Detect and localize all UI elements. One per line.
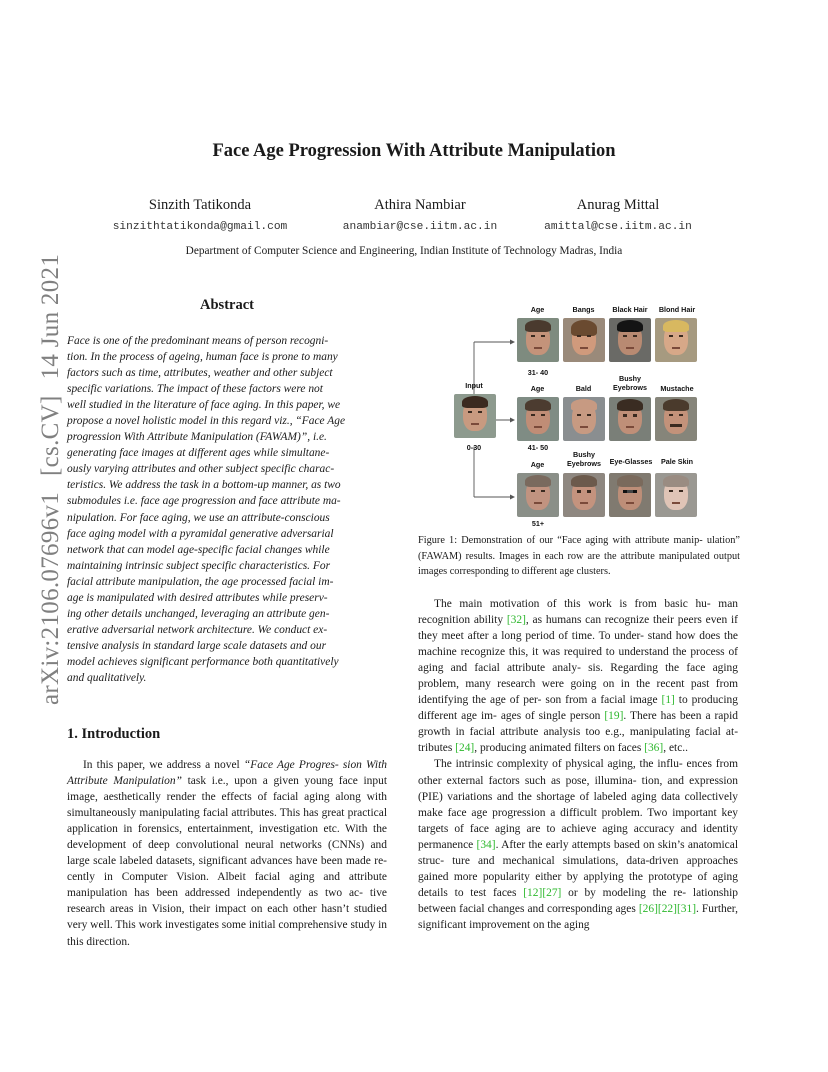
abstract-line: ously varying attributes and other subject specific charac- <box>67 463 335 476</box>
figure-row3-age: 51+ <box>531 519 545 528</box>
face-image <box>609 473 651 517</box>
figure-row1-label: Age <box>530 305 545 314</box>
abstract-line: erative adversarial network architecture. We conduct ex- <box>67 623 328 636</box>
face-image <box>563 397 605 441</box>
abstract-line: model achieves significant performance both quantitatively <box>67 655 339 668</box>
figure-row1-label: Blond Hair <box>658 305 696 314</box>
figure-row2-label: Age <box>530 384 545 393</box>
introduction-paragraph: In this paper, we address a novel “Face Age Progres- sion With Attribute Manipulation” task i.e., upon a given young face input image, aesthetically render the effects of facial aging along with simultaneously manipulating facial attributes. This has great practical application in forensics, entertainment, investigation etc. With the development of deep convolutional neural networks (CNNs) and large scale labeled datasets, significant advances have been made re- cently in Computer Vision. Albeit facial aging and attribute manipulation has been addressed independently as two ac- tive research areas in Vision, their impact on each other hasn’t studied very well. This work investigates some initial comprehensive study in this direction. <box>67 759 387 948</box>
introduction-heading: 1. Introduction <box>67 726 161 742</box>
face-image <box>655 318 697 362</box>
face-image <box>517 318 559 362</box>
abstract-line: age is manipulated with desired attributes while preserv- <box>67 591 328 604</box>
figure-row3-label: Bushy Eyebrows <box>567 450 601 468</box>
abstract-line: network that can model age-specific facial changes while <box>67 543 330 556</box>
abstract-line: tion. In the process of ageing, human face is prone to many <box>67 351 338 364</box>
author-name: Sinzith Tatikonda <box>148 197 252 213</box>
author-name: Athira Nambiar <box>374 197 466 213</box>
figure-row2-age: 41- 50 <box>527 443 549 452</box>
abstract-line: ing other details unchanged, leveraging an attribute gen- <box>67 607 330 620</box>
right-column-body <box>418 596 738 933</box>
introduction-body <box>67 757 387 950</box>
arxiv-date: 14 Jun 2021 <box>37 253 64 380</box>
abstract-line: well studied in the literature of face aging. In this paper, we <box>67 399 341 412</box>
abstract-line: specific variations. The impact of these factors were not <box>67 383 323 396</box>
abstract-line: generating face images at different ages while simultane- <box>67 447 330 460</box>
figure-1-caption: Figure 1: Demonstration of our “Face aging with attribute manip- ulation” (FAWAM) results. Images in each row are the attribute manipulated output images corresponding to different age clusters. <box>418 535 740 578</box>
body-paragraph: The intrinsic complexity of physical aging, the influ- ences from other external factors such as pose, illumina- tion, and expression (PIE) variations and the shortage of labeled aging data collectively make face age progression a difficult problem. Two important key targets of face aging are to achieve aging accuracy and identity permanence [34]. After the early attempts based on skin’s anatomical struc- ture and mechanical simulations, data-driven approaches gained more popularity either by applying the prototype of aging details to test faces [12][27] or by modeling the re- lationship between facial changes and corresponding ages [26][22][31]. Further, significant improvement on the aging <box>418 758 739 931</box>
abstract-line: and qualitatively. <box>67 671 147 684</box>
figure-row3-label: Eye-Glasses <box>609 457 653 466</box>
author-email[interactable]: amittal@cse.iitm.ac.in <box>544 221 692 233</box>
citation-link[interactable]: [26] <box>638 902 658 915</box>
author-email[interactable]: anambiar@cse.iitm.ac.in <box>342 221 498 233</box>
figure-row1-label: Bangs <box>572 305 595 314</box>
citation-link[interactable]: [34] <box>476 838 496 851</box>
abstract-line: propose a novel holistic model in this regard viz., “Face Age <box>67 415 346 428</box>
face-image <box>563 318 605 362</box>
citation-link[interactable]: [27] <box>542 886 562 899</box>
figure-1 <box>418 300 740 530</box>
citation-link[interactable]: [12] <box>523 886 543 899</box>
abstract-line: maintaining intrinsic subject specific characteristics. For <box>67 559 331 572</box>
abstract-line: nipulation. For face aging, we use an attribute-conscious <box>67 511 330 524</box>
figure-row2-label: Mustache <box>660 384 694 393</box>
figure-input-age: 0-30 <box>466 443 482 452</box>
citation-link[interactable]: [36] <box>644 742 664 755</box>
face-image <box>517 473 559 517</box>
abstract-line: facial attribute manipulation, the age processed facial im- <box>67 575 334 588</box>
affiliation: Department of Computer Science and Engineering, Indian Institute of Technology Madras, India <box>185 245 623 257</box>
figure-row3-label: Age <box>530 460 545 469</box>
face-image <box>563 473 605 517</box>
figure-row2-label: Bushy Eyebrows <box>613 374 647 392</box>
figure-row1-age: 31- 40 <box>527 368 549 377</box>
figure-input-label: Input <box>465 381 483 390</box>
abstract-line: teristics. We address the task in a bottom-up manner, as two <box>67 479 341 492</box>
citation-link[interactable]: [1] <box>661 694 675 707</box>
abstract-line: Face is one of the predominant means of person recogni- <box>67 335 329 347</box>
abstract-heading: Abstract <box>200 297 254 313</box>
face-image <box>517 397 559 441</box>
abstract-line: progression With Attribute Manipulation (FAWAM)”, i.e. <box>67 431 327 444</box>
face-image <box>609 397 651 441</box>
arxiv-category: [cs.CV] <box>37 395 64 476</box>
face-image <box>655 473 697 517</box>
face-image <box>655 397 697 441</box>
figure-row3-label: Pale Skin <box>661 457 693 466</box>
abstract-line: factors such as time, attributes, weather and other subject <box>67 367 333 380</box>
arxiv-sidebar-stamp <box>37 254 65 705</box>
body-paragraph: The main motivation of this work is from basic hu- man recognition ability [32], as humans can recognize their peers even if they meet after a long period of time. To under- stand how does the machine recognize this, it was required to understand the process of aging and facial attribute analy- sis. Regarding the face aging problem, many research were going on in the recent past from identifying the age of per- son from a facial image [1] to producing different age im- ages of single person [19]. There has been a rapid growth in facial attribute analysis too e.g., manipulating facial at- tributes [24], producing animated filters on faces [36], etc.. <box>418 598 738 755</box>
figure-row2-label: Bald <box>575 384 592 393</box>
face-image <box>454 394 496 438</box>
citation-link[interactable]: [22] <box>657 902 677 915</box>
citation-link[interactable]: [31] <box>676 902 697 915</box>
face-image <box>609 318 651 362</box>
author-name: Anurag Mittal <box>576 197 660 213</box>
citation-link[interactable]: [24] <box>455 742 475 755</box>
paper-title: Face Age Progression With Attribute Manipulation <box>212 141 616 161</box>
abstract-line: submodules i.e. face age progression and face attribute ma- <box>67 495 341 508</box>
author-email[interactable]: sinzithtatikonda@gmail.com <box>112 221 288 233</box>
citation-link[interactable]: [32] <box>506 614 526 627</box>
arxiv-id: arXiv:2106.07696v1 <box>37 491 64 705</box>
abstract-body <box>67 333 387 686</box>
abstract-line: face aging model with a pyramidal generative adversarial <box>67 527 334 540</box>
abstract-line: tensive analysis in standard large scale datasets and our <box>67 639 327 652</box>
citation-link[interactable]: [19] <box>604 710 624 723</box>
figure-row1-label: Black Hair <box>612 305 648 314</box>
